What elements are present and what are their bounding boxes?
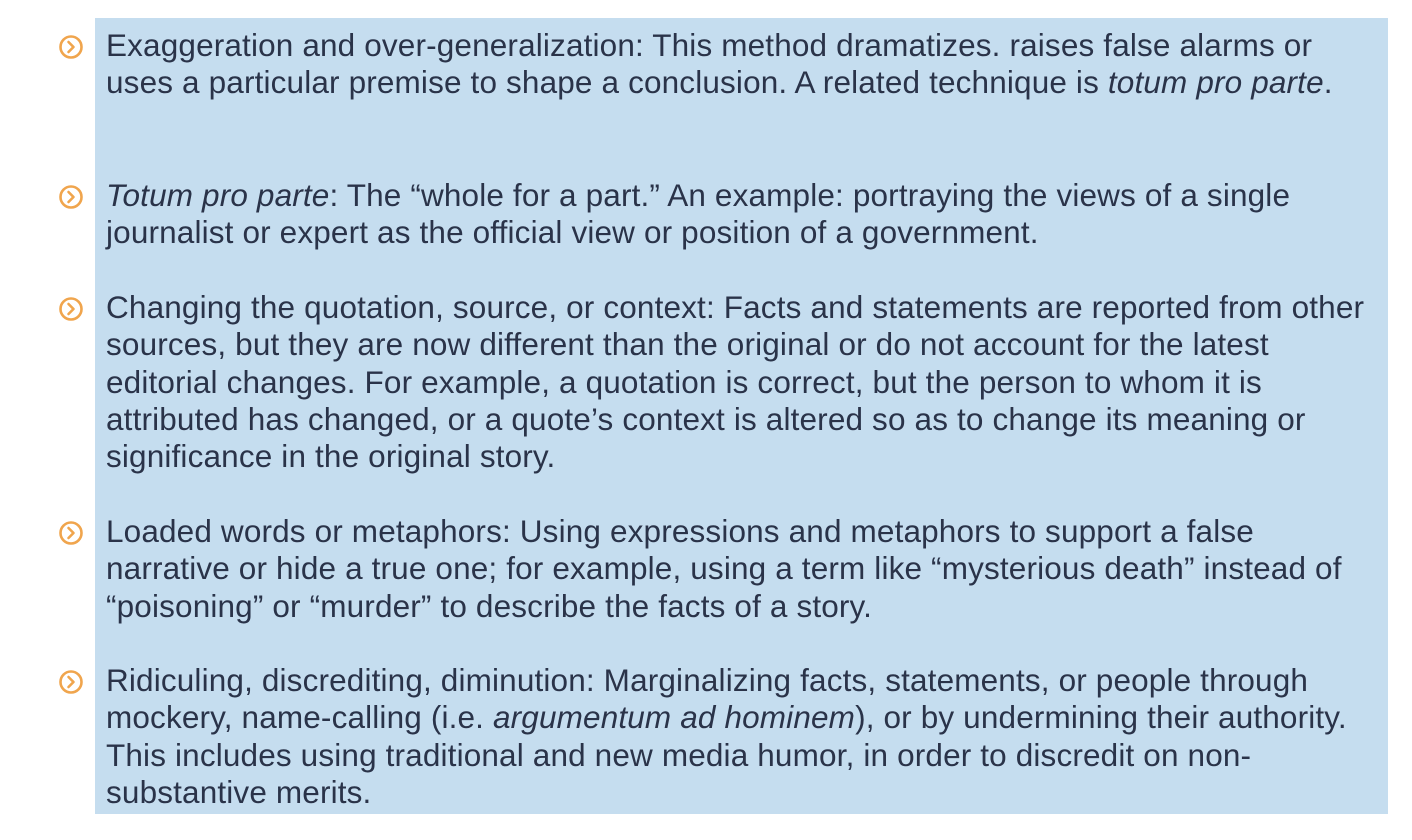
chevron-circle-right-icon	[58, 34, 84, 60]
chevron-circle-right-icon	[58, 520, 84, 546]
list-item-text: Totum pro parte: The “whole for a part.” An example: portraying the views of a single journalist or expert as the official view or position of a government.	[106, 177, 1291, 251]
chevron-circle-right-icon	[58, 296, 84, 322]
list-item-text: Ridiculing, discrediting, diminution: Marginalizing facts, statements, or people through mockery, name-calling (i.e. argumentum ad hominem), or by undermining their authority. This includes using traditional and new media humor, in order to discredit on non-substantive merits.	[106, 662, 1347, 810]
chevron-circle-right-icon	[58, 184, 84, 210]
chevron-circle-right-icon	[58, 669, 84, 695]
list-item-text: Changing the quotation, source, or context: Facts and statements are reported from other sources, but they are now different than the original or do not account for the latest editorial changes. For example, a quotation is correct, but the person to whom it is attributed has changed, or a quote’s context is altered so as to change its meaning or significance in the original story.	[106, 289, 1365, 475]
list-item-text: Exaggeration and over-generalization: This method dramatizes. raises false alarms or uses a particular premise to shape a conclusion. A related technique is totum pro parte.	[106, 27, 1333, 101]
list-item-text: Loaded words or metaphors: Using expressions and metaphors to support a false narrative or hide a true one; for example, using a term like “mysterious death” instead of “poisoning” or “murder” to describe the facts of a story.	[106, 513, 1342, 624]
